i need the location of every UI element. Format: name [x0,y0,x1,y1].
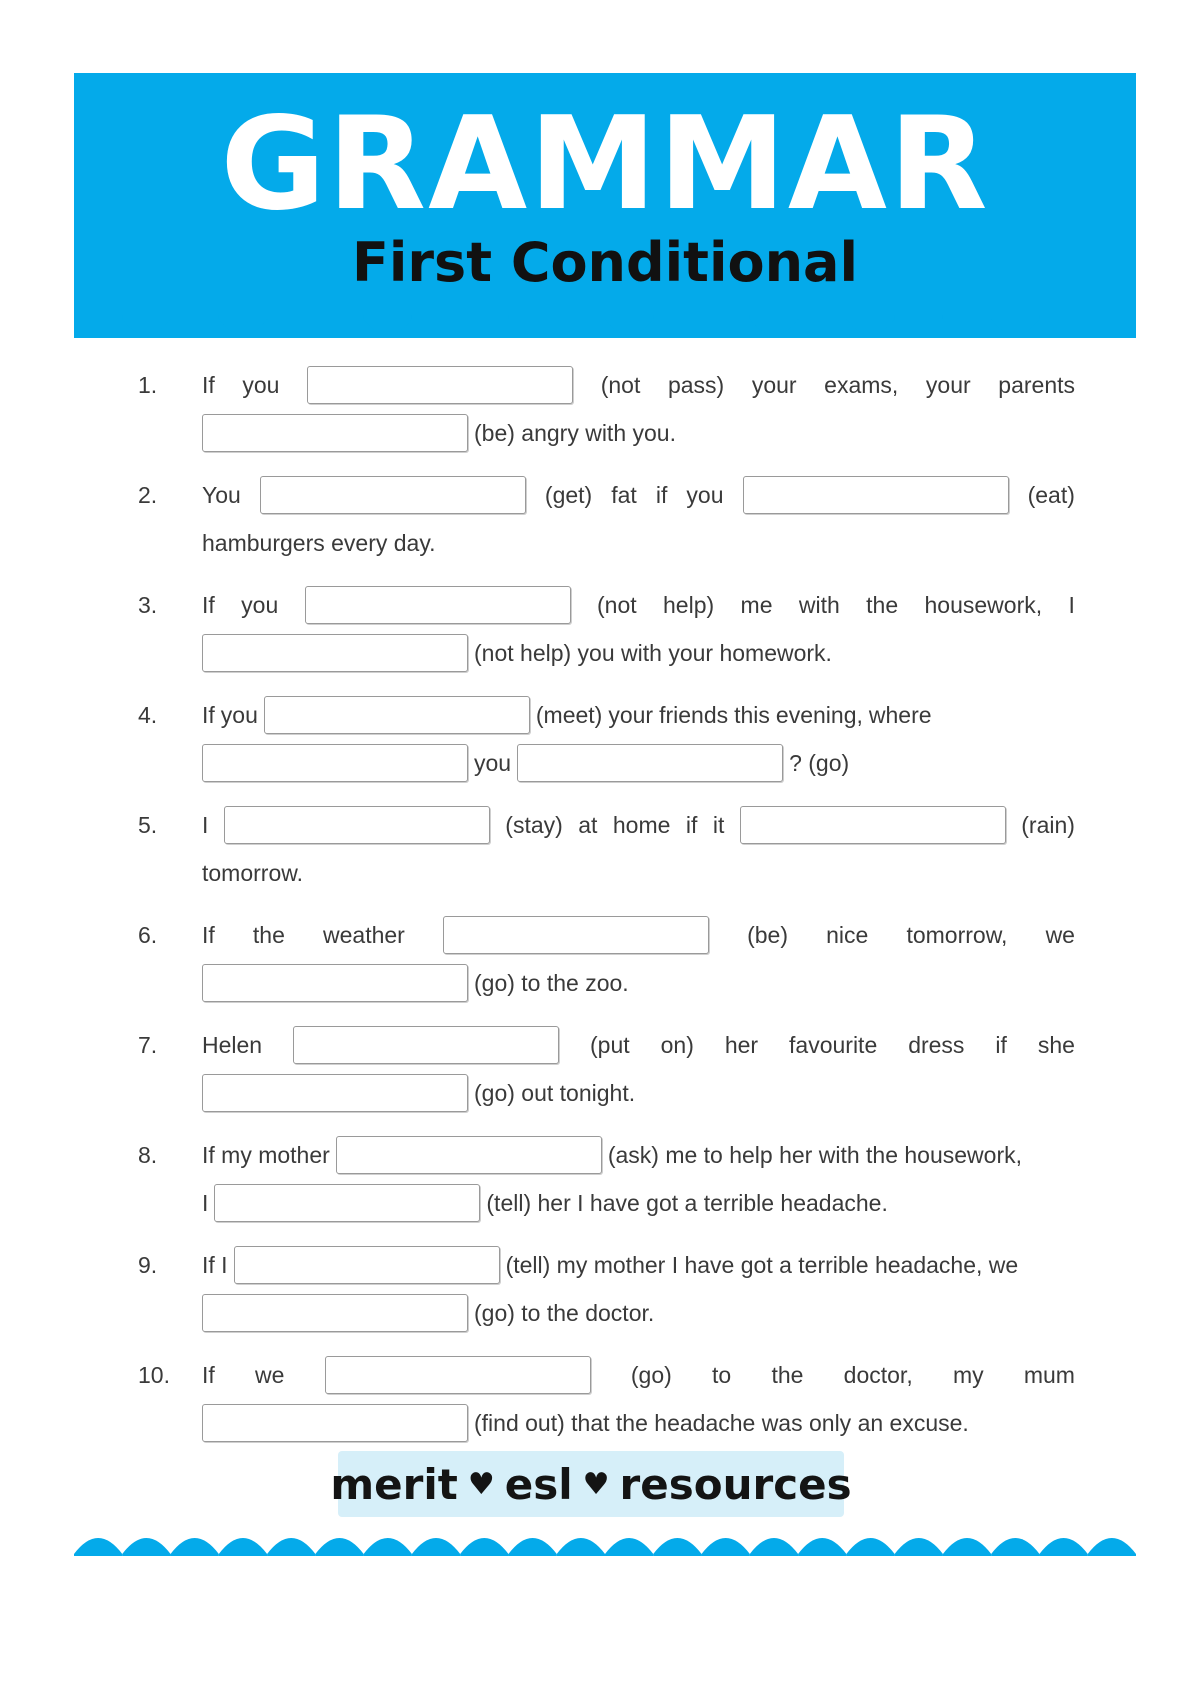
answer-blank[interactable] [325,1356,591,1394]
exercise-line [202,1134,1075,1176]
scallop-bump [315,1538,363,1556]
exercise-text: (be) [747,921,788,948]
exercise-text: you [242,371,280,398]
top-scallop-border [74,315,1136,343]
exercise-text: (eat) [1027,481,1075,508]
exercise-line [202,412,1075,454]
exercise-item [130,1354,1075,1446]
exercise-text: my [952,1361,984,1388]
exercise-text: exams, [824,371,899,398]
scallop-bump [943,1538,991,1556]
exercise-line [202,1402,1075,1444]
exercise-text: she [1037,1031,1075,1058]
bottom-scallop-border [74,1532,1136,1560]
exercise-text: help) [663,591,715,618]
exercise-text: friends [659,701,729,728]
exercise-text: me [740,591,773,618]
heart-icon: ♥ [582,1466,610,1502]
exercise-line [202,364,1075,406]
exercise-text: weather [323,921,405,948]
exercise-text: home [612,811,671,838]
scallop-bump [364,315,412,335]
exercise-number: 4. [138,702,158,728]
exercise-text: tomorrow. [202,859,303,886]
scallop-bump [267,315,315,335]
exercise-text: If I [202,1251,228,1278]
exercise-text: it [712,811,725,838]
scallop-bump [74,1538,122,1556]
scallop-bump [943,315,991,335]
scallop-bump [702,1538,750,1556]
exercise-item [130,1244,1075,1336]
answer-blank[interactable] [293,1026,559,1064]
exercise-text: you [474,749,512,776]
exercise-text: I [202,811,209,838]
exercise-text: (find out) that the headache was only an excuse. [474,1409,969,1436]
exercise-text: (go) [630,1361,672,1388]
brand-word-merit: merit [330,1459,458,1509]
exercise-text: doctor, [843,1361,913,1388]
exercise-text: (go) to the doctor. [474,1299,655,1326]
exercise-text: you [241,591,279,618]
exercise-text: your [925,371,971,398]
answer-blank[interactable] [214,1184,480,1222]
exercise-number: 10. [138,1362,170,1388]
answer-blank[interactable] [202,1404,468,1442]
exercise-item [130,1024,1075,1116]
scallop-bump [412,1538,460,1556]
answer-blank[interactable] [264,696,530,734]
exercise-line [202,1072,1075,1114]
brand-word-esl: esl [504,1459,573,1509]
page-subtitle: First Conditional [352,231,858,294]
scallop-bump [412,315,460,335]
exercise-text: housework, [924,591,1043,618]
exercise-text: we [255,1361,285,1388]
exercise-text: the [771,1361,804,1388]
exercise-text: fat [611,481,637,508]
exercise-text: on) [660,1031,694,1058]
scallop-bump [122,1538,170,1556]
header-banner [74,73,1136,338]
page-title: GRAMMAR [220,90,990,239]
exercise-text: if [685,811,698,838]
exercise-text: mum [1023,1361,1075,1388]
exercise-text: (not [597,591,637,618]
answer-blank[interactable] [202,964,468,1002]
scallop-bump [508,1538,556,1556]
exercise-item [130,914,1075,1006]
scallop-bumps [74,1538,1136,1556]
answer-blank[interactable] [336,1136,602,1174]
exercise-text: (ask) me to help her with the housework, [607,1141,1023,1168]
exercise-text: If [202,371,215,398]
scallop-bump [1039,315,1087,335]
exercise-text: where [868,701,932,728]
scallop-bump [991,1538,1039,1556]
exercise-item [130,364,1075,456]
scallop-bump [605,315,653,335]
exercise-text: tomorrow, [906,921,1008,948]
exercise-line [202,632,1075,674]
exercise-text: we [1045,921,1075,948]
answer-blank[interactable] [743,476,1009,514]
exercise-text: (put [590,1031,630,1058]
answer-blank[interactable] [202,414,468,452]
exercise-text: evening, [775,701,863,728]
scallop-bump [653,315,701,335]
exercise-item [130,694,1075,786]
scallop-bump [171,315,219,335]
exercise-text: dress [908,1031,965,1058]
answer-blank[interactable] [517,744,783,782]
exercise-text: (not help) you with your homework. [474,639,832,666]
scallop-bump [219,1538,267,1556]
answer-blank[interactable] [202,1074,468,1112]
exercise-number: 2. [138,482,158,508]
scallop-bump [895,315,943,335]
exercise-text: her [724,1031,759,1058]
exercise-text: this [734,701,770,728]
exercise-text: the [866,591,899,618]
exercise-text: nice [826,921,869,948]
exercise-line [202,1244,1075,1286]
exercise-text: you [220,701,258,728]
scallop-bump [895,1538,943,1556]
exercise-text: you [686,481,724,508]
scallop-bump [991,315,1039,335]
answer-blank[interactable] [202,744,468,782]
brand-word-resources: resources [619,1459,852,1509]
exercise-text: Helen [202,1031,263,1058]
exercise-line [202,1182,1075,1224]
exercise-text: the [252,921,285,948]
exercise-text: If my mother [202,1141,330,1168]
answer-blank[interactable] [307,366,573,404]
scallop-bump [605,1538,653,1556]
scallop-bump [122,315,170,335]
scallop-bumps [74,315,1136,335]
scallop-bump [267,1538,315,1556]
scallop-bump [1088,1538,1136,1556]
exercise-line [202,962,1075,1004]
exercise-text: favourite [789,1031,878,1058]
exercise-line [202,584,1075,626]
exercise-line [202,804,1075,846]
scallop-bump [653,1538,701,1556]
exercise-text: ? (go) [789,749,850,776]
scallop-bump [798,1538,846,1556]
exercise-text: (tell) my mother I have got a terrible headache, we [505,1251,1019,1278]
answer-blank[interactable] [224,806,490,844]
exercise-line [202,852,1075,894]
scallop-bump [460,315,508,335]
scallop-bump [798,315,846,335]
scallop-bump [219,315,267,335]
exercise-number: 5. [138,812,158,838]
exercise-text: You [202,481,241,508]
exercise-text: I [1068,591,1075,618]
exercise-text: If [202,1361,215,1388]
exercise-text: (go) out tonight. [474,1079,636,1106]
scallop-bump [74,315,122,335]
exercise-item [130,1134,1075,1226]
answer-blank[interactable] [234,1246,500,1284]
scallop-bump [750,315,798,335]
exercise-line [202,474,1075,516]
exercise-line [202,1354,1075,1396]
answer-blank[interactable] [443,916,709,954]
exercise-item [130,804,1075,896]
exercise-line [202,694,1075,736]
exercise-text: to [712,1361,732,1388]
exercise-text: (rain) [1021,811,1075,838]
answer-blank[interactable] [260,476,526,514]
exercise-text: with [798,591,840,618]
exercise-line [202,1024,1075,1066]
exercise-text: if [655,481,668,508]
exercise-text: If [202,921,215,948]
exercise-text: (get) [544,481,593,508]
exercise-number: 7. [138,1032,158,1058]
scallop-bump [171,1538,219,1556]
exercise-line [202,522,1075,564]
scallop-bump [750,1538,798,1556]
scallop-bump [315,315,363,335]
scallop-bump [1039,1538,1087,1556]
scallop-bump [702,315,750,335]
exercise-text: If [202,591,215,618]
exercise-text: (not [600,371,641,398]
scallop-bump [846,315,894,335]
exercise-text: your [751,371,797,398]
answer-blank[interactable] [740,806,1006,844]
exercise-text: (be) angry with you. [474,419,676,446]
exercise-number: 3. [138,592,158,618]
exercise-text: at [578,811,598,838]
exercise-text: I [202,1189,209,1216]
exercise-text: (stay) [505,811,563,838]
exercise-line [202,742,1075,784]
exercise-line [202,914,1075,956]
heart-icon: ♥ [467,1466,495,1502]
exercise-text: (tell) her I have got a terrible headache. [486,1189,888,1216]
exercise-text: (go) to the zoo. [474,969,629,996]
scallop-bump [508,315,556,335]
scallop-bump [364,1538,412,1556]
exercise-text: parents [998,371,1075,398]
exercise-text: if [995,1031,1007,1058]
exercise-number: 1. [138,372,158,398]
exercise-line [202,1292,1075,1334]
exercise-item [130,584,1075,676]
exercise-number: 8. [138,1142,158,1168]
answer-blank[interactable] [202,634,468,672]
scallop-bump [557,1538,605,1556]
scallop-bump [557,315,605,335]
scallop-bump [460,1538,508,1556]
exercise-item [130,474,1075,566]
exercise-text: pass) [667,371,725,398]
scallop-bump [846,1538,894,1556]
exercise-number: 9. [138,1252,158,1278]
exercise-text: hamburgers every day. [202,529,436,556]
answer-blank[interactable] [202,1294,468,1332]
exercise-text: (meet) [535,701,603,728]
exercise-number: 6. [138,922,158,948]
scallop-bump [1088,315,1136,335]
exercise-text: your [608,701,654,728]
exercise-text: If [202,701,215,728]
answer-blank[interactable] [305,586,571,624]
footer-brand [330,1451,852,1517]
